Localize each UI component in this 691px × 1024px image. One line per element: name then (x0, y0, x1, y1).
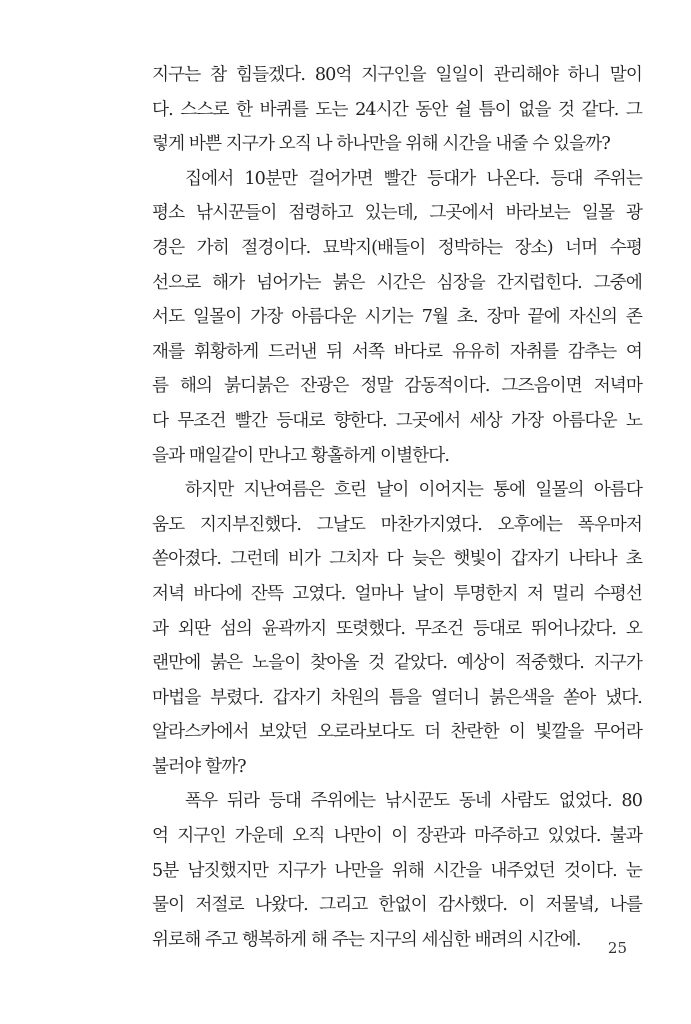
text-line: 름 해의 붉디붉은 잔광은 정말 감동적이다. 그즈음이면 저녁마 (152, 376, 642, 397)
text-line: 물이 저절로 나왔다. 그리고 한없이 감사했다. 이 저물녘, 나를 (152, 895, 642, 916)
text-line: 쏟아졌다. 그런데 비가 그치자 다 늦은 햇빛이 갑자기 나타나 초 (152, 549, 642, 570)
text-line: 랜만에 붉은 노을이 찾아올 것 같았다. 예상이 적중했다. 지구가 (152, 653, 642, 674)
body-text (152, 58, 642, 957)
text-line: 지구는 참 힘들겠다. 80억 지구인을 일일이 관리해야 하니 말이 (152, 65, 642, 85)
text-line: 움도 지지부진했다. 그날도 마찬가지였다. 오후에는 폭우마저 (152, 514, 642, 535)
text-line: 다 무조건 빨간 등대로 향한다. 그곳에서 세상 가장 아름다운 노 (152, 410, 642, 431)
paragraph (152, 58, 642, 162)
text-line: 폭우 뒤라 등대 주위에는 낚시꾼도 동네 사람도 없었다. 80 (185, 791, 642, 812)
text-line: 위로해 주고 행복하게 해 주는 지구의 세심한 배려의 시간에. (152, 929, 581, 950)
text-line: 하지만 지난여름은 흐린 날이 이어지는 통에 일몰의 아름다 (185, 480, 642, 501)
text-line: 재를 휘황하게 드러낸 뒤 서쪽 바다로 유유히 자취를 감추는 여 (152, 341, 642, 362)
paragraph (152, 162, 642, 473)
text-line: 다. 스스로 한 바퀴를 도는 24시간 동안 쉴 틈이 없을 것 같다. 그 (152, 99, 642, 120)
text-line: 알라스카에서 보았던 오로라보다도 더 찬란한 이 빛깔을 무어라 (152, 722, 642, 743)
text-line: 경은 가히 절경이다. 묘박지(배들이 정박하는 장소) 너머 수평 (152, 237, 642, 258)
text-line: 억 지구인 가운데 오직 나만이 이 장관과 마주하고 있었다. 불과 (152, 826, 642, 847)
text-line: 저녁 바다에 잔뜩 고였다. 얼마나 날이 투명한지 저 멀리 수평선 (152, 583, 642, 604)
paragraph (152, 784, 642, 957)
text-line: 선으로 해가 넘어가는 붉은 시간은 심장을 간지럽힌다. 그중에 (152, 272, 642, 293)
text-line: 을과 매일같이 만나고 황홀하게 이별한다. (152, 445, 450, 466)
paragraph (152, 473, 642, 784)
text-line: 렇게 바쁜 지구가 오직 나 하나만을 위해 시간을 내줄 수 있을까? (152, 134, 610, 155)
text-line: 마법을 부렸다. 갑자기 차원의 틈을 열더니 붉은색을 쏟아 냈다. (152, 687, 642, 708)
text-line: 집에서 10분만 걸어가면 빨간 등대가 나온다. 등대 주위는 (185, 168, 642, 189)
text-line: 과 외딴 섬의 윤곽까지 또렷했다. 무조건 등대로 뛰어나갔다. 오 (152, 618, 642, 639)
text-line: 5분 남짓했지만 지구가 나만을 위해 시간을 내주었던 것이다. 눈 (152, 860, 642, 881)
text-line: 서도 일몰이 가장 아름다운 시기는 7월 초. 장마 끝에 자신의 존 (152, 307, 642, 328)
text-line: 평소 낚시꾼들이 점령하고 있는데, 그곳에서 바라보는 일몰 광 (152, 203, 642, 224)
page-number: 25 (607, 939, 627, 957)
text-line: 불러야 할까? (152, 756, 246, 777)
